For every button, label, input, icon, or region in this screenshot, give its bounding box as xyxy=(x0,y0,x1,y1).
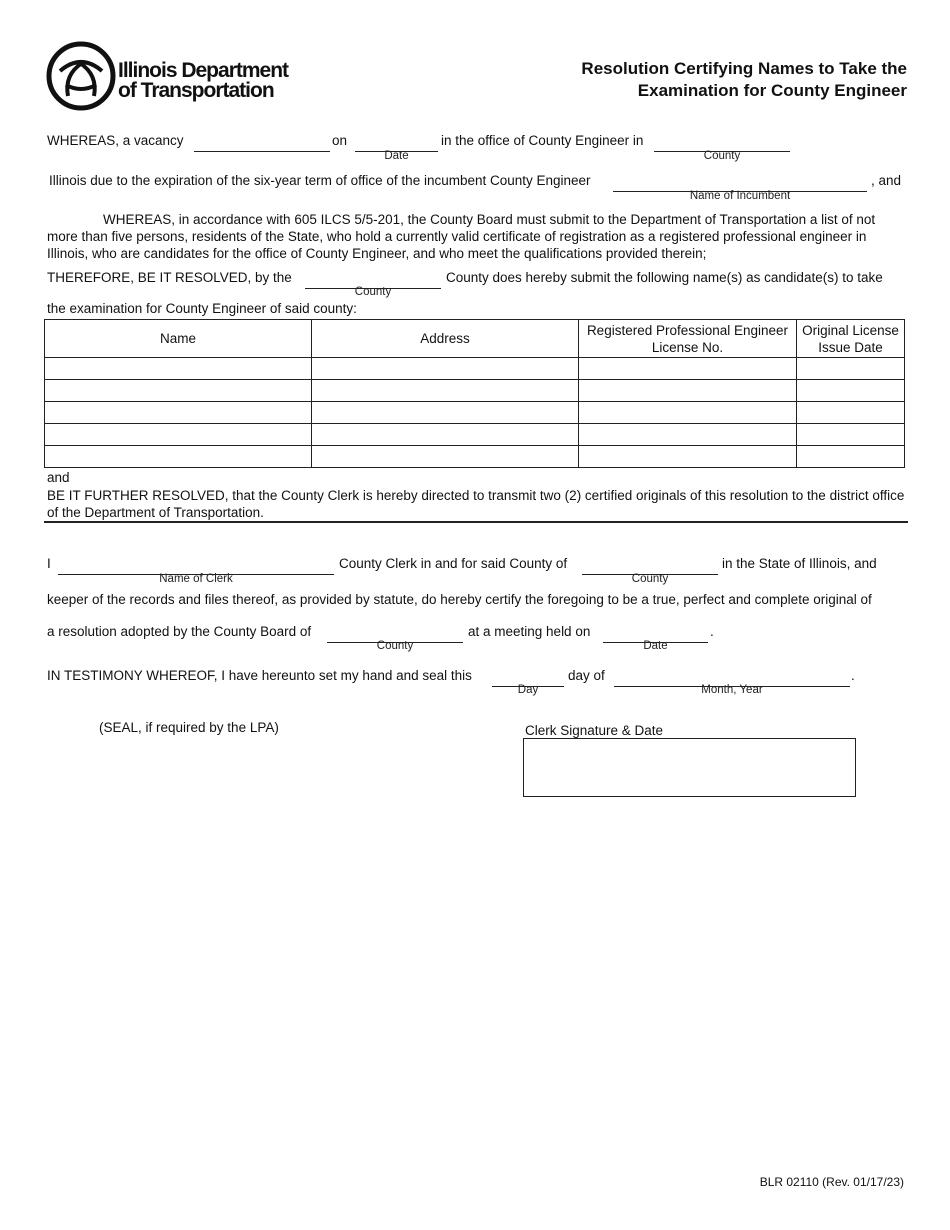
address-cell[interactable] xyxy=(312,424,579,446)
expiration-text: Illinois due to the expiration of the six-year term of office of the incumbent County Engineer xyxy=(49,173,591,188)
clerk-name-label: Name of Clerk xyxy=(159,573,233,585)
table-row xyxy=(45,358,905,380)
keeper-text: keeper of the records and files thereof, as provided by statute, do hereby certify the foregoing to be a true, perfect and complete original of xyxy=(47,592,872,607)
therefore-text: THEREFORE, BE IT RESOLVED, by the xyxy=(47,270,292,285)
therefore-line2-text: the examination for County Engineer of said county: xyxy=(47,301,357,316)
issue-date-cell[interactable] xyxy=(797,402,905,424)
address-cell[interactable] xyxy=(312,358,579,380)
name-cell[interactable] xyxy=(45,424,312,446)
issue-date-cell[interactable] xyxy=(797,380,905,402)
vacancy-field[interactable] xyxy=(194,134,330,152)
resolving-county-label: County xyxy=(354,286,392,298)
testimony-day-label: Day xyxy=(517,684,539,696)
and-text: , and xyxy=(871,173,902,188)
logo-line2: of Transportation xyxy=(118,79,274,102)
logo-line1: Illinois Department xyxy=(118,59,289,82)
table-row xyxy=(45,380,905,402)
license-cell[interactable] xyxy=(579,424,797,446)
table-row xyxy=(45,424,905,446)
testimony-period: . xyxy=(851,668,855,683)
clerk-county-label: County xyxy=(631,573,669,585)
form-number: BLR 02110 (Rev. 01/17/23) xyxy=(759,1175,904,1189)
resolution-adopted-text: a resolution adopted by the County Board of xyxy=(47,624,312,639)
testimony-month-year-label: Month, Year xyxy=(701,684,763,696)
on-text: on xyxy=(332,133,348,148)
meeting-text: at a meeting held on xyxy=(468,624,591,639)
therefore-end-text: County does hereby submit the following name(s) as candidate(s) to take xyxy=(446,270,883,285)
address-cell[interactable] xyxy=(312,402,579,424)
address-cell[interactable] xyxy=(312,380,579,402)
license-cell[interactable] xyxy=(579,446,797,468)
header-license-no: Registered Professional Engineer License No. xyxy=(579,320,797,358)
name-cell[interactable] xyxy=(45,380,312,402)
clerk-i-text: I xyxy=(47,556,51,571)
day-of-text: day of xyxy=(568,668,605,683)
meeting-period: . xyxy=(710,624,714,639)
form-title xyxy=(581,58,907,102)
and-connector-text: and xyxy=(47,470,70,485)
address-cell[interactable] xyxy=(312,446,579,468)
further-resolved-paragraph: BE IT FURTHER RESOLVED, that the County Clerk is hereby directed to transmit two (2) certified originals of this resolution to the district office of the Department of Transportation. xyxy=(47,488,905,520)
license-cell[interactable] xyxy=(579,402,797,424)
clerk-state-text: in the State of Illinois, and xyxy=(722,556,877,571)
name-cell[interactable] xyxy=(45,358,312,380)
signature-label: Clerk Signature & Date xyxy=(525,723,664,738)
license-cell[interactable] xyxy=(579,358,797,380)
header-name: Name xyxy=(45,320,312,358)
issue-date-cell[interactable] xyxy=(797,424,905,446)
issue-date-cell[interactable] xyxy=(797,358,905,380)
office-text: in the office of County Engineer in xyxy=(441,133,644,148)
issue-date-cell[interactable] xyxy=(797,446,905,468)
table-row xyxy=(45,446,905,468)
header-issue-date: Original License Issue Date xyxy=(797,320,905,358)
board-county-label: County xyxy=(376,640,414,652)
vacancy-date-label: Date xyxy=(384,150,409,162)
incumbent-name-label: Name of Incumbent xyxy=(689,190,791,202)
meeting-date-label: Date xyxy=(643,640,668,652)
clerk-mid-text: County Clerk in and for said County of xyxy=(339,556,568,571)
candidate-table xyxy=(44,319,905,468)
header-address: Address xyxy=(312,320,579,358)
section-divider xyxy=(44,521,908,523)
clerk-signature-box[interactable] xyxy=(523,738,856,797)
whereas-vacancy-text: WHEREAS, a vacancy xyxy=(47,133,184,148)
title-line2: Examination for County Engineer xyxy=(637,81,907,100)
table-row xyxy=(45,402,905,424)
whereas-paragraph: WHEREAS, in accordance with 605 ILCS 5/5-201, the County Board must submit to the Department of Transportation a list of not more than five persons, residents of the State, who hold a currently valid certificate of registration as a registered professional engineer in Illinois, who are candidates for the office of County Engineer, and who meet the qualifications provided therein; xyxy=(47,212,876,261)
testimony-text: IN TESTIMONY WHEREOF, I have hereunto set my hand and seal this xyxy=(47,668,472,683)
table-header-row xyxy=(45,320,905,358)
vacancy-county-label: County xyxy=(703,150,741,162)
license-cell[interactable] xyxy=(579,380,797,402)
title-line1: Resolution Certifying Names to Take the xyxy=(581,59,907,78)
idot-logo-mark-icon xyxy=(46,41,116,111)
seal-note: (SEAL, if required by the LPA) xyxy=(99,720,279,735)
name-cell[interactable] xyxy=(45,402,312,424)
name-cell[interactable] xyxy=(45,446,312,468)
